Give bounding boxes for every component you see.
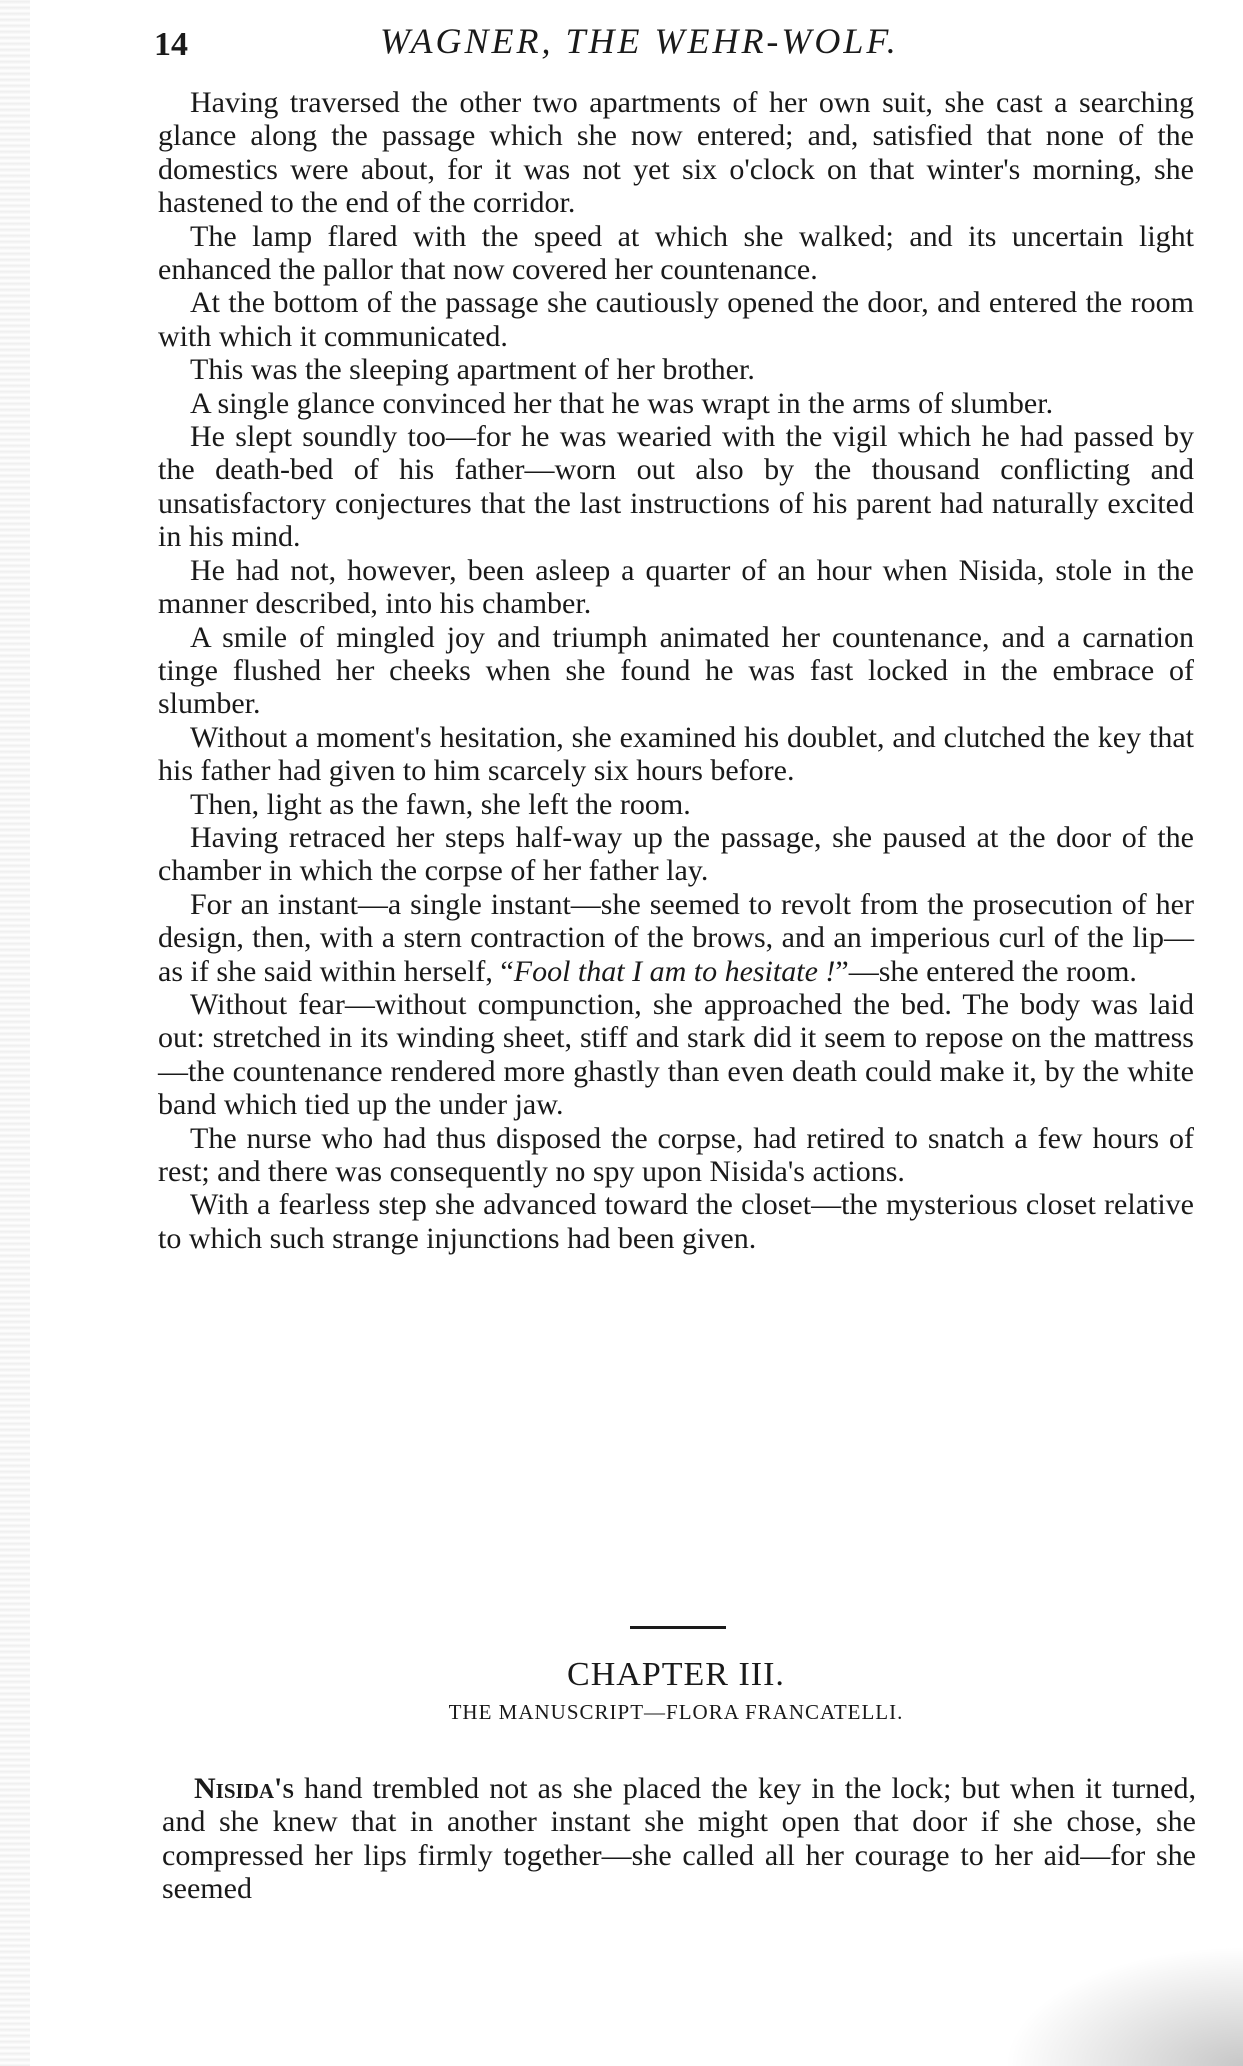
chapter-subtitle: THE MANUSCRIPT—FLORA FRANCATELLI.: [448, 1700, 904, 1724]
italic-quote: Fool that I am to hesitate !: [513, 954, 836, 988]
paragraph: Having traversed the other two apartments of her own suit, she cast a searching glance along the passage which she now entered; and, satisfied that none of the domestics were about, for it was not yet six o'clock on that winter's morning, she hastened to the end of the corridor.: [158, 86, 1194, 220]
chapter-title: CHAPTER III.: [567, 1656, 785, 1693]
paragraph: A single glance convinced her that he was wrapt in the arms of slumber.: [190, 386, 1054, 420]
page-header: [150, 20, 1090, 72]
paragraph-part: For an instant—a single instant—she seemed to revolt from the prosecution of her design, then, with a stern contraction of the brows, and an imperious curl of the lip—as if she said within herself, “: [158, 887, 1194, 988]
page-number: 14: [154, 26, 188, 63]
chapter-heading: [158, 1620, 1194, 1725]
paragraph: Without fear—without compunction, she approached the bed. The body was laid out: stretched in its winding sheet, stiff and stark did it seem to repose on the mattress—the countenance rendered more ghastly than even death could make it, by the white band which tied up the under jaw.: [158, 987, 1194, 1122]
paragraph: Having retraced her steps half-way up the passage, she paused at the door of the chamber in which the corpse of her father lay.: [158, 820, 1194, 888]
chapter-opening-text: hand trembled not as she placed the key in the lock; but when it turned, and she knew that in another instant she might open that door if she chose, she compressed her lips firmly together—she called all her courage to her aid—for she seemed: [162, 1772, 1196, 1906]
chapter-opening-paragraph: [162, 1772, 1196, 1906]
paragraph: He had not, however, been asleep a quarter of an hour when Nisida, stole in the manner described, into his chamber.: [158, 553, 1194, 621]
paragraph: The nurse who had thus disposed the corpse, had retired to snatch a few hours of rest; and there was consequently no spy upon Nisida's actions.: [158, 1121, 1194, 1188]
scan-corner-noise: [1003, 1946, 1243, 2066]
paragraph: Without a moment's hesitation, she examined his doublet, and clutched the key that his father had given to him scarcely six hours before.: [158, 720, 1194, 788]
paragraph: Then, light as the fawn, she left the room.: [190, 787, 691, 821]
chapter-lead-word: Nisida's: [194, 1772, 295, 1805]
chapter-body: [162, 1772, 1196, 1906]
paragraph: He slept soundly too—for he was wearied with the vigil which he had passed by the death-bed of his father—worn out also by the thousand conflicting and unsatisfactory conjectures that the last instructions of his parent had naturally excited in his mind.: [158, 420, 1194, 554]
paragraph: The lamp flared with the speed at which she walked; and its uncertain light enhanced the pallor that now covered her countenance.: [158, 219, 1194, 287]
running-title: WAGNER, THE WEHR-WOLF.: [380, 21, 899, 61]
paragraph: With a fearless step she advanced toward the closet—the mysterious closet relative to which such strange injunctions had been given.: [158, 1188, 1194, 1255]
paragraph: A smile of mingled joy and triumph animated her countenance, and a carnation tinge flushed her cheeks when she found he was fast locked in the embrace of slumber.: [158, 620, 1194, 721]
body-text: [158, 86, 1194, 1255]
paragraph: This was the sleeping apartment of her brother.: [190, 353, 755, 387]
paragraph-with-quote: [158, 888, 1194, 988]
paragraph: At the bottom of the passage she cautiously opened the door, and entered the room with which it communicated.: [158, 286, 1194, 353]
scan-edge-noise: [0, 0, 30, 2066]
paragraph-part: ”—she entered the room.: [835, 954, 1137, 988]
